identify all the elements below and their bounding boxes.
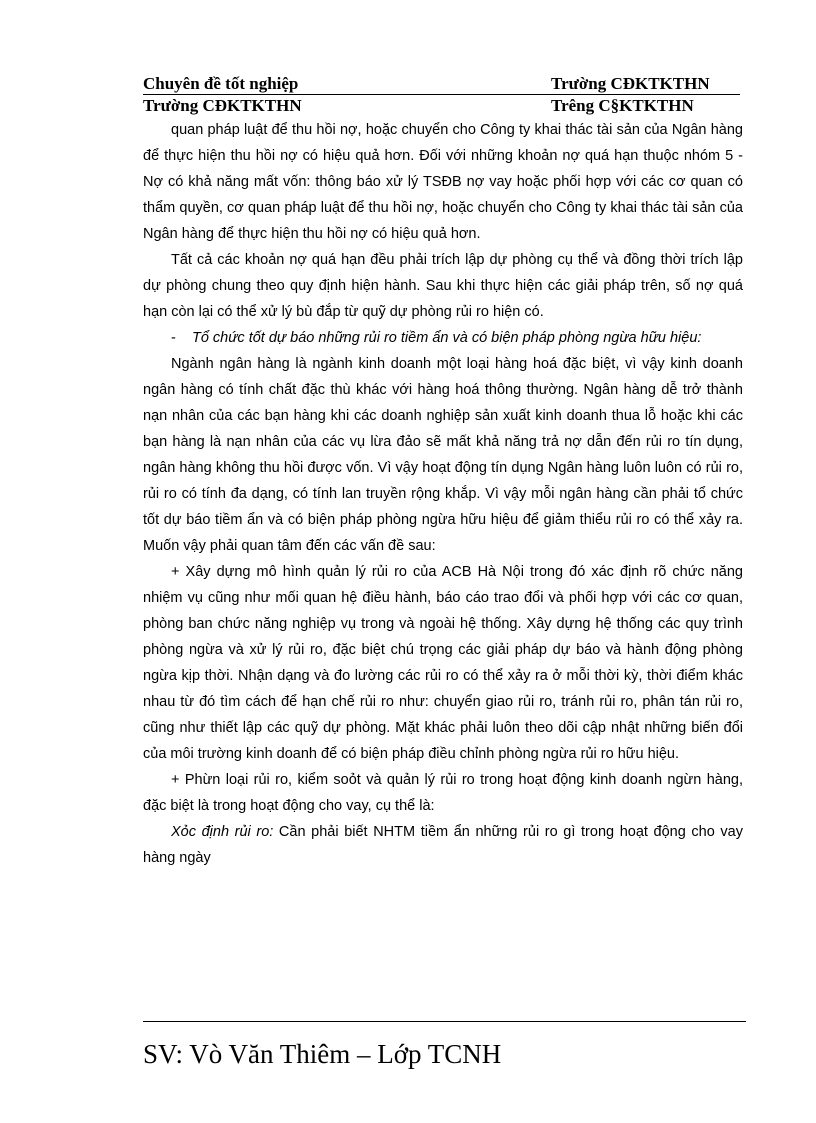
footer-student-info: SV: Vò Văn Thiêm – Lớp TCNH — [143, 1039, 502, 1069]
header-school-name-repeat: Trường CĐKTKTHN — [143, 96, 302, 115]
risk-identification-label: Xỏc định rủi ro: — [171, 824, 274, 840]
risk-identification-text: Cần phải biết NHTM tiềm ẩn những rủi ro gì trong hoạt động cho vay hàng ngày — [143, 824, 743, 866]
header-school-name-garbled: Trêng C§KTKTHN — [551, 96, 694, 115]
paragraph-banking-industry: Ngành ngân hàng là ngành kinh doanh một loại hàng hoá đặc biệt, vì vậy kinh doanh ngân hàng có tính chất đặc thù khác với hàng hoá thông thường. Ngân hàng dễ trở thành nạn nhân của các bạn hàng khi các doanh nghiệp sản xuất kinh doanh thua lỗ hoặc khi các bạn hàng là nạn nhân của các vụ lừa đảo sẽ mất khả năng trả nợ dẫn đến rủi ro tín dụng, ngân hàng không thu hồi được vốn. Vì vậy hoạt động tín dụng Ngân hàng luôn luôn có rủi ro, rủi ro có tính đa dạng, có tính lan truyền rộng khắp. Vì vậy mỗi ngân hàng cần phải tổ chức tốt dự báo tiềm ẩn và có biện pháp phòng ngừa hữu hiệu để giảm thiểu rủi ro có thể xảy ra. Muốn vậy phải quan tâm đến các vấn đề sau: — [143, 356, 743, 554]
document-body — [143, 117, 743, 871]
paragraph-risk-management-model: + Xây dựng mô hình quản lý rủi ro của ACB Hà Nội trong đó xác định rõ chức năng nhiệm vụ cũng như mối quan hệ điều hành, báo cáo trao đổi và phối hợp với các cơ quan, phòng ban chức năng nghiệp vụ trong và ngoài hệ thống. Xây dựng hệ thống các quy trình phòng ngừa và xử lý rủi ro, đặc biệt chú trọng các giải pháp dự báo và hành động phòng ngừa kịp thời. Nhận dạng và đo lường các rủi ro có thể xảy ra ở mỗi thời kỳ, thời điểm khác nhau từ đó tìm cách để hạn chế rủi ro như: chuyển giao rủi ro, tránh rủi ro, phân tán rủi ro, cũng như thiết lập các quỹ dự phòng. Mặt khác phải luôn theo dõi cập nhật những biến đổi của môi trường kinh doanh để có biện pháp điều chỉnh phòng ngừa rủi ro hữu hiệu. — [143, 564, 743, 762]
footer-divider — [143, 1021, 746, 1022]
paragraph-risk-identification — [143, 819, 743, 871]
paragraph-provisioning: Tất cả các khoản nợ quá hạn đều phải trích lập dự phòng cụ thể và đồng thời trích lập dự phòng chung theo quy định hiện hành. Sau khi thực hiện các giải pháp trên, số nợ quá hạn còn lại có thể xử lý bù đắp từ quỹ dự phòng rủi ro hiện có. — [143, 252, 743, 320]
paragraph-risk-forecast-heading — [143, 325, 743, 351]
paragraph-overdue-debt-handling: quan pháp luật để thu hồi nợ, hoặc chuyển cho Công ty khai thác tài sản của Ngân hàng để thực hiện thu hồi nợ có hiệu quả hơn. Đối với những khoản nợ quá hạn thuộc nhóm 5 - Nợ có khả năng mất vốn: thông báo xử lý TSĐB nợ vay hoặc phối hợp với các cơ quan có thẩm quyền, cơ quan pháp luật để thu hồi nợ, hoặc chuyển cho Công ty khai thác tài sản của Ngân hàng để thực hiện thu hồi nợ có hiệu quả hơn. — [143, 122, 743, 242]
header-row-top — [143, 74, 740, 95]
paragraph-risk-classification: + Phừn loại rủi ro, kiểm soỏt và quản lý rủi ro trong hoạt động kinh doanh ngừn hàng, đặc biệt là trong hoạt động cho vay, cụ thể là: — [143, 772, 743, 814]
header-school-name: Trường CĐKTKTHN — [551, 74, 710, 93]
risk-forecast-heading-text: Tổ chức tốt dự báo những rủi ro tiềm ẩn và có biện pháp phòng ngừa hữu hiệu: — [191, 330, 702, 346]
header-document-type: Chuyên đề tốt nghiệp — [143, 74, 299, 93]
dash-bullet: - — [171, 330, 176, 346]
